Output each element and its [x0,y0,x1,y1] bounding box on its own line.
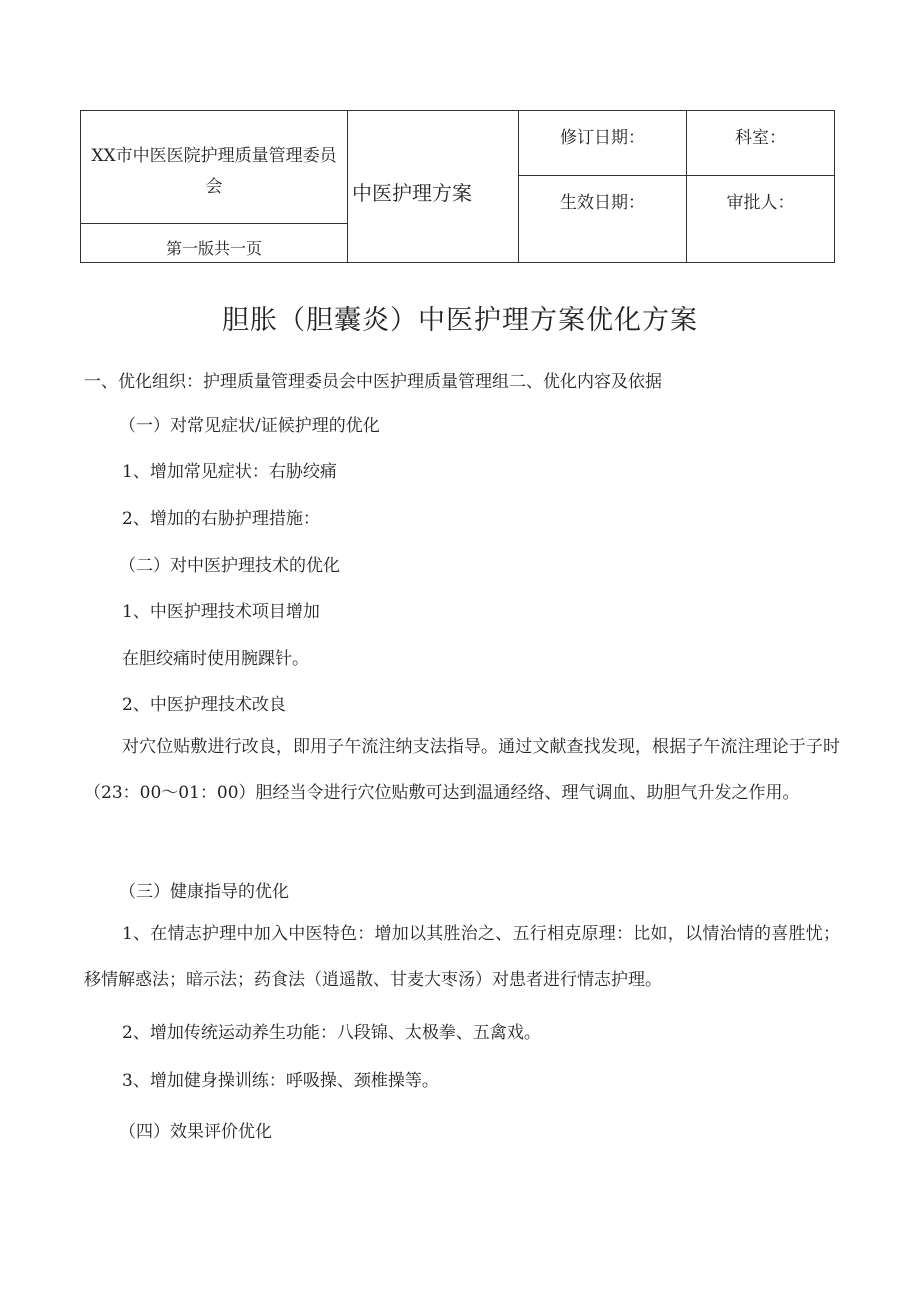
subsection-evaluation-heading: （四）效果评价优化 [119,1122,272,1142]
subsection-symptom-heading: （一）对常见症状/证候护理的优化 [119,416,380,436]
list-item: 2、增加的右胁护理措施： [122,509,320,529]
paragraph-emotion: 1、在情志护理中加入中医特色：增加以其胜治之、五行相克原理：比如，以情治情的喜胜忧；移情解惑法；暗示法；药食法（逍遥散、甘麦大枣汤）对患者进行情志护理。 [84,924,840,990]
list-item: 1、中医护理技术项目增加 [122,602,320,622]
header-table [80,110,835,263]
effective-date-label: 生效日期： [519,176,687,262]
body-text: 在胆绞痛时使用腕踝针。 [122,649,309,669]
section-organization: 一、优化组织：护理质量管理委员会中医护理质量管理组二、优化内容及依据 [84,372,662,392]
subsection-health-heading: （三）健康指导的优化 [119,882,289,902]
department-label: 科室： [687,111,834,176]
paragraph-acupoint: 对穴位贴敷进行改良，即用子午流注纳支法指导。通过文献查找发现，根据子午流注理论于子时（23：00～01：00）胆经当令进行穴位贴敷可达到温通经络、理气调血、助胆气升发之作用。 [84,737,840,803]
approver-label: 审批人： [726,193,795,213]
plan-name: 中医护理方案 [348,111,519,262]
document-title: 胆胀（胆囊炎）中医护理方案优化方案 [222,305,698,336]
revision-date-label: 修订日期： [519,111,687,176]
list-item: 3、增加健身操训练：呼吸操、颈椎操等。 [122,1071,439,1091]
list-item: 1、增加常见症状：右胁绞痛 [122,462,337,482]
org-name: XX市中医医院护理质量管理委员会 [81,111,348,224]
subsection-technique-heading: （二）对中医护理技术的优化 [119,556,340,576]
version-info: 第一版共一页 [81,224,348,262]
list-item: 2、增加传统运动养生功能：八段锦、太极拳、五禽戏。 [122,1023,541,1043]
list-item: 2、中医护理技术改良 [122,695,286,715]
